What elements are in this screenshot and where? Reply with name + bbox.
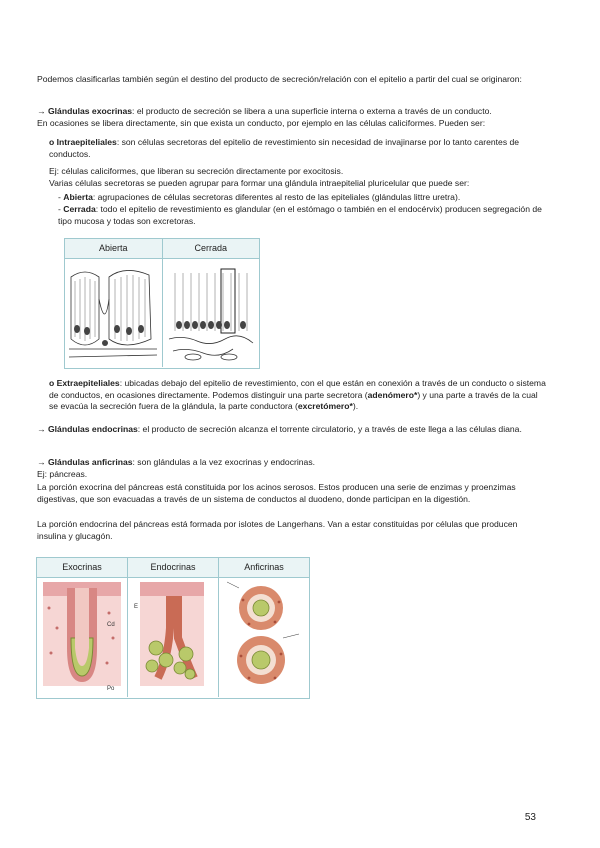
exocrine-text: : el producto de secreción se libera a una superficie interna o externa a través de un conducto.: [132, 106, 492, 116]
figure2-col-exocrine: Exocrinas: [37, 558, 128, 577]
figure-header: [65, 239, 259, 259]
endocrine-text: : el producto de secreción alcanza el torrente circulatorio, y a través de este llega a las células diana.: [137, 424, 522, 434]
intro-paragraph: Podemos clasificarlas también según el destino del producto de secreción/relación con el epitelio a partir del cual se originaron:: [37, 74, 522, 84]
exocrine-illustration: [37, 578, 128, 697]
page-number: 53: [524, 812, 536, 823]
intraepithelial-text: : son células secretoras del epitelio de revestimiento sin necesidad de invajinarse por lo tanto carentes de conductos.: [49, 137, 520, 159]
open-item: - Abierta: agrupaciones de células secretoras diferentes al resto de las epiteliales (glándulas littre uretra).: [58, 192, 461, 202]
exocrine-term: Glándulas exocrinas: [47, 106, 133, 116]
adenomero-term: adenómero*: [367, 389, 418, 400]
endocrine-arrow: →: [37, 424, 46, 434]
intraepithelial-paragraph: [49, 137, 547, 160]
amphicrine-example: Ej: páncreas.: [37, 468, 88, 479]
amphicrine-paragraph: [37, 457, 547, 480]
figure2-col-amphicrine: Anficrinas: [244, 562, 284, 572]
figure2-header: [37, 558, 309, 578]
intraepithelial-groups-text: Varias células secretoras se pueden agrupar para formar una glándula intraepitelial pluricelular que puede ser:: [49, 177, 470, 188]
open-gland-illustration: [65, 259, 163, 367]
extraepithelial-paragraph: [49, 378, 547, 413]
amphicrine-arrow: →: [37, 457, 46, 467]
exocrine-arrow: →: [37, 106, 46, 116]
closed-term: Cerrada: [63, 204, 96, 214]
open-text: : agrupaciones de células secretoras diferentes al resto de las epiteliales (glándulas littre uretra).: [92, 192, 461, 202]
extraepithelial-text3: ).: [352, 401, 359, 411]
open-term: Abierta: [63, 192, 93, 202]
extraepithelial-term: Extraepiteliales: [56, 378, 120, 388]
bullet-o: o: [49, 378, 55, 388]
closed-gland-illustration: [163, 259, 260, 367]
figure-gland-types: [36, 557, 310, 699]
bullet-o: o: [49, 137, 55, 147]
closed-text: : todo el epitelio de revestimiento es glandular (en el estómago o también en el endocérvix) producen segregación de tipo mucosa y todas son excretoras.: [58, 204, 542, 226]
intraepithelial-example-text: Ej: células caliciformes, que liberan su secreción directamente por exocitosis.: [49, 166, 344, 176]
amphicrine-term: Glándulas anficrinas: [47, 457, 133, 467]
extraepithelial-text2: ) y una parte a través de la cual se evacúa la secreción fuera de la glándula, la parte conductora (: [49, 389, 538, 411]
figure-col-open: Abierta: [65, 239, 163, 258]
intraepithelial-example: [49, 166, 547, 189]
label-e: E: [134, 604, 139, 610]
endocrine-illustration: [128, 578, 219, 697]
figure2-col-endocrine: Endocrinas: [128, 558, 219, 577]
amphicrine-text: : son glándulas a la vez exocrinas y endocrinas.: [132, 457, 316, 467]
label-po: Po: [107, 686, 115, 692]
pancreas-exocrine-paragraph: La porción exocrina del páncreas está constituida por los acinos serosos. Estos producen una serie de enzimas y proenzimas digestivas, que son evacuadas a través de un sistema de conductos al duodeno, donde participan en la digestión.: [37, 482, 516, 504]
amphicrine-illustration: [219, 578, 309, 697]
figure-col-closed: Cerrada: [194, 243, 227, 253]
endocrine-paragraph: [37, 424, 547, 436]
pancreas-endocrine-paragraph: La porción endocrina del páncreas está formada por islotes de Langerhans. Van a estar constituidas por células que producen insulina y glucagón.: [37, 519, 518, 541]
endocrine-term: Glándulas endocrinas: [47, 424, 138, 434]
label-cd: Cd: [107, 622, 115, 628]
figure-open-closed: [64, 238, 260, 369]
closed-item: - Cerrada: todo el epitelio de revestimiento es glandular (en el estómago o también en el endocérvix) producen segregación de tipo mucosa y todas son excretoras.: [58, 204, 542, 226]
exocrine-paragraph: [37, 106, 547, 129]
extraepithelial-text1: : ubicadas debajo del epitelio de revestimiento, con el que están en conexión a través de un conducto o sistema de conductos, en ocasiones directamente. Podemos distinguir una parte secretora (: [49, 378, 546, 400]
exocrine-line2: En ocasiones se libera directamente, sin que exista un conducto, por ejemplo en las células caliciformes. Pueden ser:: [37, 117, 486, 128]
excretomero-term: excretómero*: [297, 401, 353, 411]
intraepithelial-term: Intraepiteliales: [56, 137, 117, 147]
